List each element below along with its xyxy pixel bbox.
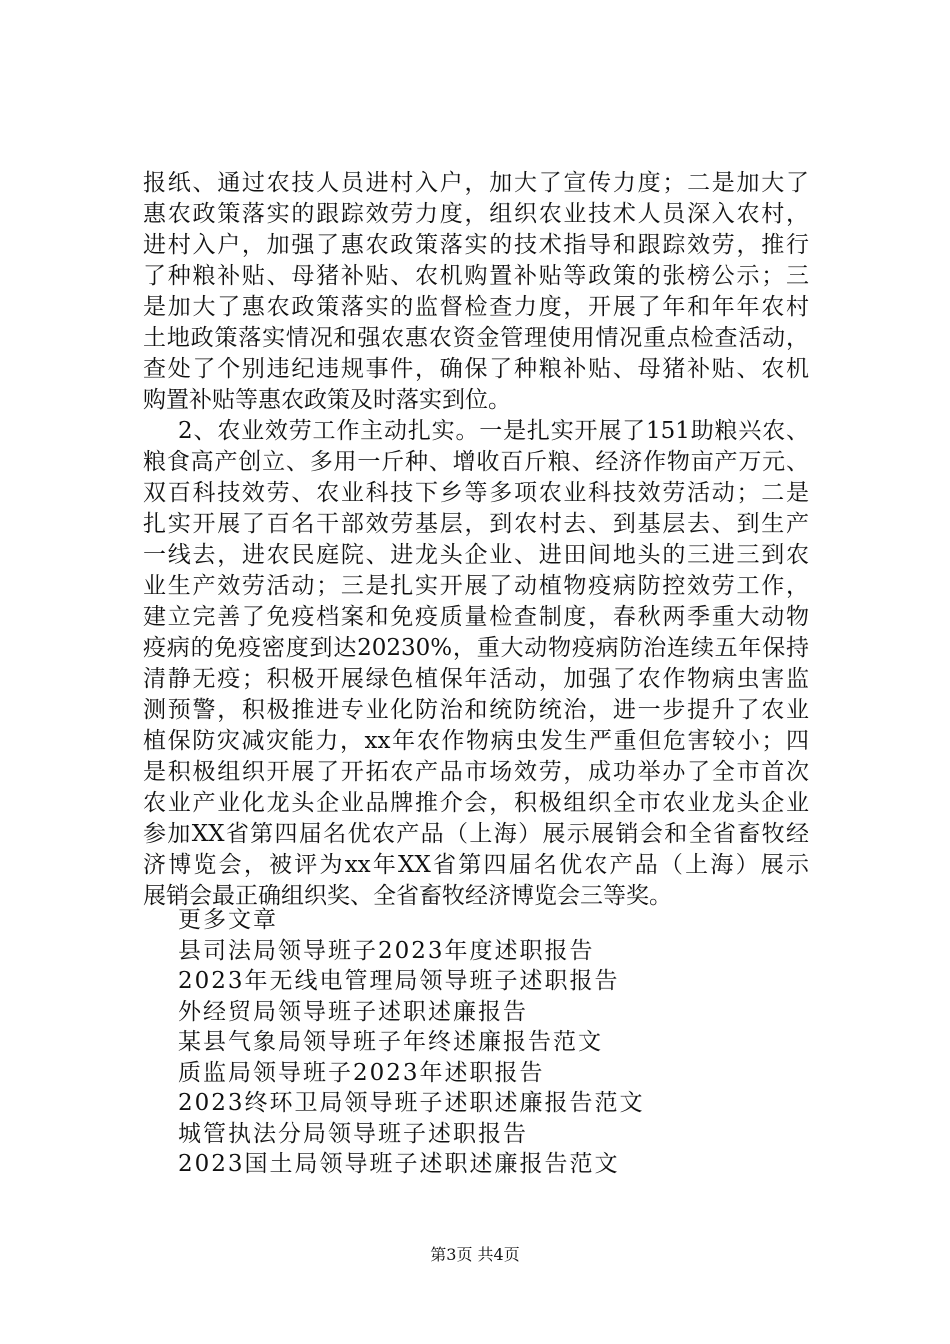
paragraph-policy-implementation xyxy=(143,168,809,416)
text-line: 农业产业化龙头企业品牌推介会，积极组织全市农业龙头企业 xyxy=(143,790,809,816)
text-line: 是积极组织开展了开拓农产品市场效劳，成功举办了全市首次 xyxy=(143,759,809,785)
text-line: 粮食高产创立、多用一斤种、增收百斤粮、经济作物亩产万元、 xyxy=(143,449,809,475)
text-line: 查处了个别违纪违规事件，确保了种粮补贴、母猪补贴、农机 xyxy=(143,356,809,382)
page-number-footer: 第3页 共4页 xyxy=(430,1245,520,1264)
text-line: 业生产效劳活动；三是扎实开展了动植物疫病防控效劳工作， xyxy=(143,573,809,599)
text-line: 双百科技效劳、农业科技下乡等多项农业科技效劳活动；二是 xyxy=(143,480,809,506)
text-line: 是加大了惠农政策落实的监督检查力度，开展了年和年年农村 xyxy=(143,294,809,320)
text-line: 2、农业效劳工作主动扎实。一是扎实开展了151助粮兴农、 xyxy=(178,418,809,444)
article-list-item: 2023国土局领导班子述职述廉报告范文 xyxy=(178,1151,620,1177)
text-line: 济博览会，被评为xx年XX省第四届名优农产品（上海）展示 xyxy=(143,852,809,878)
text-line: 清静无疫；积极开展绿色植保年活动，加强了农作物病虫害监 xyxy=(143,666,809,692)
article-list-item: 县司法局领导班子2023年度述职报告 xyxy=(178,937,595,964)
text-line: 进村入户，加强了惠农政策落实的技术指导和跟踪效劳，推行 xyxy=(143,232,809,258)
text-line: 购置补贴等惠农政策及时落实到位。 xyxy=(143,387,511,413)
text-line: 参加XX省第四届名优农产品（上海）展示展销会和全省畜牧经 xyxy=(143,821,809,847)
document-body xyxy=(143,168,809,912)
text-line: 建立完善了免疫档案和免疫质量检查制度，春秋两季重大动物 xyxy=(143,604,809,630)
text-line: 一线去，进农民庭院、进龙头企业、进田间地头的三进三到农 xyxy=(143,542,809,568)
article-list-item: 2023终环卫局领导班子述职述廉报告范文 xyxy=(178,1090,645,1116)
article-list-item: 质监局领导班子2023年述职报告 xyxy=(178,1059,545,1086)
text-line: 扎实开展了百名干部效劳基层，到农村去、到基层去、到生产 xyxy=(143,511,809,537)
text-line: 土地政策落实情况和强农惠农资金管理使用情况重点检查活动， xyxy=(143,325,809,351)
article-list-item: 外经贸局领导班子述职述廉报告 xyxy=(178,998,528,1025)
text-line: 植保防灾减灾能力，xx年农作物病虫发生严重但危害较小；四 xyxy=(143,728,809,754)
text-line: 报纸、通过农技人员进村入户，加大了宣传力度；二是加大了 xyxy=(143,170,809,196)
text-line: 惠农政策落实的跟踪效劳力度，组织农业技术人员深入农村， xyxy=(143,201,809,227)
text-line: 了种粮补贴、母猪补贴、农机购置补贴等政策的张榜公示；三 xyxy=(143,263,809,289)
more-articles-section xyxy=(178,905,778,1180)
text-line: 展销会最正确组织奖、全省畜牧经济博览会三等奖。 xyxy=(143,883,672,909)
article-list-item: 城管执法分局领导班子述职报告 xyxy=(178,1120,528,1147)
article-list-item: 2023年无线电管理局领导班子述职报告 xyxy=(178,968,620,994)
more-articles-heading: 更多文章 xyxy=(178,907,278,933)
paragraph-agricultural-service xyxy=(143,416,809,912)
text-line: 疫病的免疫密度到达20230%，重大动物疫病防治连续五年保持 xyxy=(143,635,809,661)
text-line: 测预警，积极推进专业化防治和统防统治，进一步提升了农业 xyxy=(143,697,809,723)
article-list-item: 某县气象局领导班子年终述廉报告范文 xyxy=(178,1029,603,1055)
